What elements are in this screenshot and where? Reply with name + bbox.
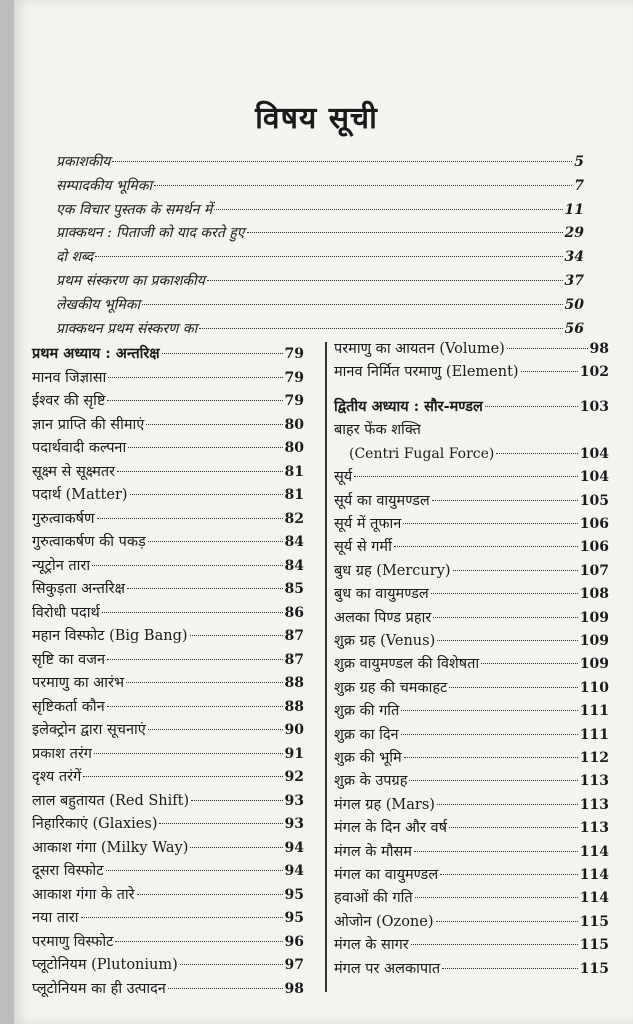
dot-leader [154,185,572,186]
toc-entry-label: नया तारा [32,910,79,926]
toc-entry-label: शुक्र की भूमि [334,750,402,766]
toc-entry-label: प्राक्कथन प्रथम संस्करण का [56,320,198,337]
toc-entry [56,152,584,172]
toc-entry-label: परमाणु का आयतन (Volume) [334,341,505,357]
toc-entry-label: महान विस्फोट (Big Bang) [32,628,188,644]
dot-leader [81,917,283,918]
toc-entry [32,650,304,670]
dot-leader [401,710,577,711]
toc-page-number: 84 [284,534,304,550]
toc-entry-label: प्रकाशकीय [56,154,111,170]
dot-leader [247,232,563,233]
dot-leader [191,800,282,801]
toc-page-number: 11 [564,201,584,218]
dot-leader [162,353,283,354]
toc-entry [32,509,304,529]
dot-leader [437,640,578,641]
dot-leader [440,874,578,875]
toc-entry [32,885,304,905]
toc-entry [32,908,304,928]
toc-page-number: 80 [284,440,304,456]
toc-entry [334,467,609,487]
dot-leader [190,847,282,848]
toc-entry [56,247,584,267]
toc-entry [32,673,304,693]
toc-page-number: 95 [284,886,304,903]
toc-entry-label: बुध ग्रह (Mercury) [334,562,451,579]
toc-entry-label: पदार्थवादी कल्पना [32,440,127,456]
toc-page-number: 87 [284,651,304,668]
toc-page-number: 102 [579,364,609,380]
toc-page-number: 84 [284,557,304,574]
dot-leader [401,734,578,735]
toc-page-number: 96 [284,933,304,950]
toc-entry-label: आकाश गंगा के तारे [32,886,135,903]
toc-chapter-heading [334,397,609,417]
page-title: विषय सूची [255,101,378,136]
toc-entry-label: प्रथम अध्याय : अन्तरिक्ष [32,345,160,362]
toc-entry-label: द्वितीय अध्याय : सौर-मण्डल [334,398,483,415]
toc-page-number: 115 [579,960,609,977]
toc-entry-label: शुक्र वायुमण्डल की विशेषता [334,656,480,673]
toc-entry [32,368,304,388]
dot-leader [97,518,283,519]
toc-entry-label: मंगल के दिन और वर्ष [334,820,447,837]
toc-entry [32,391,304,411]
dot-leader [354,476,578,477]
toc-entry-label: ईश्वर की सृष्टि [32,393,106,409]
toc-entry [334,865,609,885]
toc-page-number: 114 [579,867,609,883]
toc-entry-label: ज्ञान प्राप्ति की सीमाएं [32,416,145,433]
toc-page-number: 115 [579,937,609,954]
dot-leader [148,541,283,542]
toc-entry-label: प्लूटोनियम (Plutonium) [32,957,178,973]
toc-page-number: 109 [579,633,609,649]
toc-entry [32,720,304,740]
toc-entry-label: प्लूटोनियम का ही उत्पादन [32,980,166,997]
toc-page-number: 94 [284,839,304,856]
toc-page-number: 34 [564,249,584,266]
toc-entry [334,842,609,862]
toc-page-number: 93 [284,792,304,809]
toc-page-number: 50 [564,296,584,313]
toc-entry [334,701,609,721]
toc-entry-label: (Centri Fugal Force) [349,445,495,462]
dot-leader [117,471,282,472]
column-divider [325,342,327,992]
toc-entry [334,795,609,815]
dot-leader [106,870,283,871]
toc-page-number: 56 [564,320,584,337]
toc-entry [32,767,304,787]
toc-page-number: 37 [564,273,584,289]
toc-entry [32,791,304,811]
dot-leader [148,729,283,730]
toc-entry [56,223,584,243]
toc-entry [334,339,609,359]
toc-entry-label: मंगल का वायुमण्डल [334,867,439,883]
toc-entry [32,556,304,576]
toc-page-number: 29 [564,225,584,242]
toc-entry [56,319,584,339]
toc-entry [334,584,609,604]
toc-entry [32,814,304,834]
dot-leader [449,827,578,828]
toc-entry-label: विरोधी पदार्थ [32,604,100,621]
dot-leader [433,617,577,618]
dot-leader [507,348,588,349]
toc-entry-label: सूर्य से गर्मी [334,539,392,556]
toc-page-number: 94 [284,863,304,879]
toc-entry [32,861,304,881]
toc-page-number: 88 [284,675,304,691]
toc-page-number: 80 [284,416,304,433]
dot-leader [130,494,283,495]
toc-entry [32,532,304,552]
toc-entry-label: दूसरा विस्फोट [32,863,104,879]
dot-leader [142,304,562,305]
dot-leader [168,988,283,989]
toc-entry [334,935,609,955]
toc-entry-label: मानव निर्मित परमाणु (Element) [334,364,519,380]
toc-entry [334,748,609,768]
toc-page-number: 114 [579,843,609,860]
dot-leader [199,328,562,329]
toc-entry [334,608,609,628]
toc-page-number: 79 [284,346,304,362]
toc-entry-label: शुक्र ग्रह की चमकाहट [334,679,448,696]
dot-leader [394,546,578,547]
toc-entry [32,485,304,505]
dot-leader [115,941,282,942]
toc-page-number: 82 [284,510,304,527]
toc-entry-label: लेखकीय भूमिका [56,296,141,313]
toc-page-number: 105 [579,492,609,509]
book-page [14,0,633,1024]
dot-leader [107,659,283,660]
dot-leader [214,209,562,210]
dot-leader [190,635,283,636]
toc-entry [32,744,304,764]
toc-page-number: 79 [284,369,304,386]
toc-entry-label: प्राक्कथन : पिताजी को याद करते हुए [56,225,245,242]
toc-entry [334,678,609,698]
dot-leader [107,706,283,707]
toc-entry-label: हवाओं की गति [334,890,413,907]
toc-entry [32,462,304,482]
toc-page-number: 79 [284,393,304,409]
dot-leader [107,400,282,401]
toc-page-number: 93 [284,816,304,832]
dot-leader [403,523,577,524]
dot-leader [414,851,578,852]
toc-entry [32,603,304,623]
toc-entry-label: मंगल पर अलकापात [334,960,441,977]
toc-entry-label: परमाणु विस्फोट [32,933,114,950]
dot-leader [521,371,578,372]
toc-entry-label: परमाणु का आरंभ [32,675,125,691]
toc-page-number: 95 [284,910,304,926]
toc-page-number: 103 [579,399,609,415]
toc-entry [32,838,304,858]
toc-entry [334,888,609,908]
toc-entry [32,415,304,435]
dot-leader [159,823,282,824]
toc-entry [32,579,304,599]
toc-page-number: 97 [284,957,304,973]
toc-entry-label: सूर्य [334,469,353,486]
toc-page-number: 90 [284,722,304,738]
toc-entry [334,631,609,651]
toc-entry-label: दृश्य तरंगें [32,769,82,785]
dot-leader [180,964,283,965]
toc-page-number: 81 [284,487,304,503]
dot-leader [128,447,282,448]
toc-entry-label: सूक्ष्म से सूक्ष्मतर [32,463,116,480]
dot-leader [83,776,282,777]
toc-entry-label: गुरुत्वाकर्षण की पकड़ [32,534,146,550]
toc-page-number: 110 [579,679,609,696]
toc-entry [32,697,304,717]
toc-entry-label: अलका पिण्ड प्रहार [334,609,432,626]
toc-entry-label: सम्पादकीय भूमिका [56,177,153,194]
toc-page-number: 92 [284,769,304,785]
toc-entry-label: शुक्र के उपग्रह [334,773,408,790]
toc-page-number: 114 [579,890,609,907]
toc-page-number: 88 [284,698,304,715]
toc-page-number: 111 [579,703,609,720]
toc-entry [56,176,584,196]
toc-page-number: 85 [284,581,304,597]
toc-entry-label: शुक्र की गति [334,703,400,720]
toc-entry-label: न्यूट्रोन तारा [32,557,91,574]
dot-leader [432,500,578,501]
toc-page-number: 106 [579,516,609,532]
toc-page-number: 106 [579,539,609,556]
toc-entry-label: ओजोन (Ozone) [334,913,434,930]
dot-leader [112,161,572,162]
toc-entry-label: सृष्टि का वजन [32,651,106,668]
toc-entry [334,420,609,440]
dot-leader [207,280,563,281]
toc-entry [56,271,584,291]
toc-entry-label: प्रकाश तरंग [32,745,92,762]
toc-page-number: 113 [579,820,609,837]
dot-leader [449,687,577,688]
dot-leader [126,682,282,683]
dot-leader [436,921,578,922]
dot-leader [442,968,578,969]
toc-entry-label: सूर्य का वायुमण्डल [334,492,430,509]
toc-entry-label: आकाश गंगा (Milky Way) [32,839,189,856]
toc-entry-label: गुरुत्वाकर्षण [32,510,95,527]
toc-entry-label: दो शब्द [56,249,94,266]
dot-leader [94,753,283,754]
toc-entry [334,561,609,581]
toc-page-number: 115 [579,913,609,930]
toc-entry [32,932,304,952]
toc-page-number: 108 [579,586,609,603]
toc-entry [56,200,584,220]
toc-entry [32,979,304,999]
toc-page-number: 109 [579,609,609,626]
toc-entry [334,959,609,979]
toc-entry-label: निहारिकाएं (Glaxies) [32,816,158,832]
toc-entry [334,725,609,745]
toc-entry-label: सिकुड़ता अन्तरिक्ष [32,581,125,597]
toc-entry [32,626,304,646]
dot-leader [481,663,578,664]
toc-chapter-heading [32,344,304,364]
toc-page-number: 5 [574,154,584,170]
toc-page-number: 86 [284,604,304,621]
toc-entry-label: बुध का वायुमण्डल [334,586,429,603]
toc-entry-label: शुक्र ग्रह (Venus) [334,633,436,649]
toc-entry [32,438,304,458]
toc-entry-label: लाल बहुतायत (Red Shift) [32,792,190,809]
toc-entry [334,491,609,511]
toc-entry-label: मंगल के मौसम [334,843,412,860]
toc-entry-label: एक विचार पुस्तक के समर्थन में [56,201,213,218]
toc-page-number: 112 [579,750,609,766]
toc-page-number: 104 [579,445,609,462]
toc-entry-label: सृष्टिकर्ता कौन [32,698,105,715]
toc-page-number: 7 [574,177,584,194]
toc-page-number: 109 [579,656,609,673]
toc-page-number: 87 [284,628,304,644]
toc-page-number: 113 [579,773,609,790]
toc-entry-label: इलेक्ट्रोन द्वारा सूचनाएं [32,722,146,738]
toc-entry [334,654,609,674]
dot-leader [404,757,578,758]
toc-entry [334,912,609,932]
dot-leader [92,565,282,566]
dot-leader [415,897,578,898]
dot-leader [108,377,282,378]
dot-leader [102,612,283,613]
toc-entry-label: बाहर फेंक शक्ति [334,422,421,439]
toc-entry-label: प्रथम संस्करण का प्रकाशकीय [56,273,205,289]
toc-entry [334,537,609,557]
toc-entry [334,362,609,382]
toc-entry-label: मानव जिज्ञासा [32,369,107,386]
dot-leader [453,570,578,571]
toc-entry-label: मंगल के सागर [334,937,409,954]
toc-entry [56,295,584,315]
dot-leader [409,780,577,781]
dot-leader [146,424,282,425]
toc-page-number: 91 [284,745,304,762]
toc-page-number: 104 [579,469,609,486]
toc-page-number: 98 [284,980,304,997]
toc-entry [349,444,609,464]
toc-page-number: 98 [589,341,609,357]
dot-leader [431,593,578,594]
dot-leader [95,256,562,257]
dot-leader [437,804,578,805]
toc-entry-label: सूर्य में तूफान [334,516,402,532]
toc-entry [334,771,609,791]
dot-leader [496,453,577,454]
toc-page-number: 113 [579,796,609,813]
toc-entry-label: शुक्र का दिन [334,726,399,743]
toc-entry [334,818,609,838]
toc-page-number: 111 [579,726,609,743]
toc-entry-label: पदार्थ (Matter) [32,487,128,503]
dot-leader [485,406,578,407]
toc-entry [32,955,304,975]
toc-page-number: 107 [579,562,609,579]
toc-entry [334,514,609,534]
dot-leader [411,944,578,945]
toc-page-number: 81 [284,463,304,480]
dot-leader [137,894,283,895]
toc-entry-label: मंगल ग्रह (Mars) [334,796,435,813]
dot-leader [127,588,283,589]
